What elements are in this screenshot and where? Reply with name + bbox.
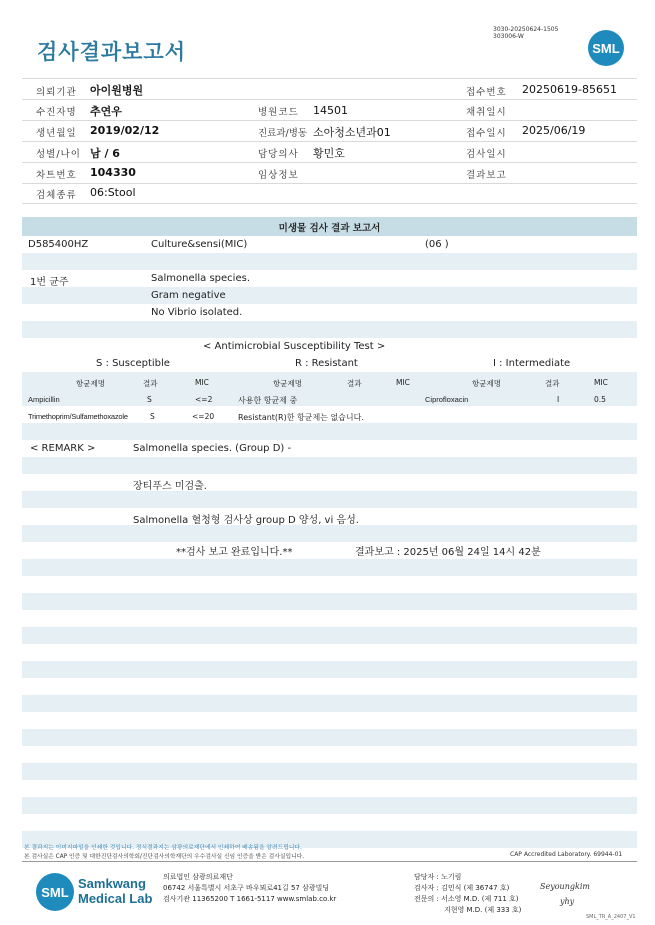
staff-row	[414, 894, 521, 905]
band	[22, 763, 637, 780]
band	[22, 457, 637, 474]
divider	[22, 183, 637, 184]
staff-role: 검사자 :	[414, 884, 439, 892]
ast-note: 사용한 항균제 중	[238, 396, 298, 405]
col-mic: MIC	[594, 378, 608, 387]
ast-drug: Ampicillin	[28, 395, 60, 404]
organism-line: No Vibrio isolated.	[151, 307, 243, 318]
cap-accreditation: CAP Accredited Laboratory. 69944-01	[510, 851, 623, 858]
footer-notice: 본 검사실은 CAP 인증 및 대한진단검사의학회/진단검사의학재단의 우수검사실 신임 인증을 받은 검사실입니다.	[24, 854, 305, 860]
value-institution: 아이원병원	[90, 84, 144, 97]
band	[22, 525, 637, 542]
brand-line: Medical Lab	[78, 891, 153, 906]
test-specimen: (06 )	[425, 239, 449, 250]
staff-role: 전문의 :	[414, 895, 439, 903]
band	[22, 797, 637, 814]
sml-logo-icon: SML	[36, 873, 74, 911]
value-sex-age: 남 / 6	[90, 147, 120, 160]
label-receipt-no: 접수번호	[466, 87, 507, 98]
value-doctor: 황민호	[313, 147, 345, 160]
remark-line: 장티푸스 미검출.	[133, 481, 207, 492]
col-mic: MIC	[396, 378, 410, 387]
form-code: SML_TR_A_2407_V1	[586, 914, 636, 920]
value-receipt-date: 2025/06/19	[522, 124, 586, 137]
label-test-date: 검사일시	[466, 149, 507, 160]
col-result: 결과	[545, 379, 560, 388]
staff-row	[414, 905, 521, 916]
staff-role: 담당자 :	[414, 873, 439, 881]
label-dept: 진료과/병동	[258, 128, 308, 139]
legend-susceptible: S : Susceptible	[96, 358, 170, 369]
band	[22, 253, 637, 270]
organism-label: 1번 균주	[30, 277, 69, 288]
barcode-number: 3030-20250624-1505	[493, 26, 559, 33]
label-sex-age: 성별/나이	[36, 149, 81, 160]
col-result: 결과	[143, 379, 158, 388]
signature: yhy	[560, 897, 575, 906]
section-title: 미생물 검사 결과 보고서	[22, 217, 637, 236]
footer-notice: 본 결과지는 이미지파일을 인쇄한 것입니다. 정식결과지는 삼광의료재단에서 인쇄하여 배송됨을 알려드립니다.	[24, 845, 302, 851]
ast-mic: <=20	[192, 412, 215, 421]
org-info	[163, 872, 336, 905]
legend-intermediate: I : Intermediate	[493, 358, 571, 369]
divider	[22, 99, 637, 100]
label-receipt-date: 접수일시	[466, 128, 507, 139]
brand-line: Samkwang	[78, 876, 146, 891]
test-name: Culture&sensi(MIC)	[151, 239, 248, 250]
label-specimen: 검체종류	[36, 190, 77, 201]
value-patient: 추연우	[90, 105, 122, 118]
ast-result: S	[150, 412, 155, 421]
label-doctor: 담당의사	[258, 149, 299, 160]
ast-drug: Trimethoprim/Sulfamethoxazole	[28, 412, 128, 421]
value-receipt-no: 20250619-85651	[522, 83, 617, 96]
barcode-sub: 303006-W	[493, 33, 524, 40]
label-report: 결과보고	[466, 170, 507, 181]
label-collection: 채취일시	[466, 107, 507, 118]
staff-row	[414, 872, 521, 883]
report-time: 결과보고 : 2025년 06월 24일 14시 42분	[355, 547, 541, 558]
org-contact: 검사기관 11365200 T 1661-5117 www.smlab.co.kr	[163, 895, 337, 903]
divider	[22, 203, 637, 204]
ast-title: < Antimicrobial Susceptibility Test >	[203, 341, 386, 352]
staff-row	[414, 883, 521, 894]
brand-name	[78, 876, 152, 906]
ast-mic: 0.5	[594, 395, 606, 404]
ast-result: I	[557, 395, 560, 404]
band	[22, 389, 637, 406]
remark-line: Salmonella species. (Group D) -	[133, 443, 292, 454]
test-code: D585400HZ	[28, 239, 89, 250]
divider	[22, 162, 637, 163]
staff-list	[414, 872, 521, 916]
col-result: 결과	[347, 379, 362, 388]
col-mic: MIC	[195, 378, 209, 387]
divider	[22, 78, 637, 79]
value-birth: 2019/02/12	[90, 124, 160, 137]
remark-label: < REMARK >	[30, 443, 96, 454]
ast-mic: <=2	[195, 395, 213, 404]
staff-name: 노기림	[441, 873, 462, 881]
band	[22, 695, 637, 712]
band	[22, 593, 637, 610]
label-institution: 의뢰기관	[36, 87, 77, 98]
col-drug: 항균제명	[472, 379, 501, 388]
divider	[22, 120, 637, 121]
divider	[22, 861, 637, 862]
ast-drug: Ciprofloxacin	[425, 395, 469, 404]
label-hospital-code: 병원코드	[258, 107, 299, 118]
band	[22, 423, 637, 440]
staff-name: 김민식 (제 36747 호)	[441, 884, 510, 892]
label-birth: 생년월일	[36, 128, 77, 139]
org-name: 의료법인 삼광의료재단	[163, 873, 233, 881]
remark-line: Salmonella 혈청형 검사상 group D 양성, vi 음성.	[133, 515, 359, 526]
org-address: 06742 서울특별시 서초구 바우뫼로41길 57 삼광빌딩	[163, 884, 330, 892]
signature: Seyoungkim	[540, 882, 590, 891]
label-patient: 수진자명	[36, 107, 77, 118]
value-hospital-code: 14501	[313, 104, 348, 117]
label-clinical: 임상정보	[258, 170, 299, 181]
sml-logo-icon: SML	[588, 30, 624, 66]
completion-text: **검사 보고 완료입니다.**	[176, 547, 293, 558]
band	[22, 729, 637, 746]
band	[22, 287, 637, 304]
organism-line: Salmonella species.	[151, 273, 250, 284]
value-specimen: 06:Stool	[90, 186, 136, 199]
value-dept: 소아청소년과01	[313, 126, 391, 139]
legend-resistant: R : Resistant	[295, 358, 358, 369]
col-drug: 항균제명	[76, 379, 105, 388]
value-chart: 104330	[90, 166, 136, 179]
organism-line: Gram negative	[151, 290, 226, 301]
band	[22, 661, 637, 678]
band	[22, 491, 637, 508]
band	[22, 559, 637, 576]
ast-note: Resistant(R)한 항균제는 없습니다.	[238, 413, 364, 422]
report-title: 검사결과보고서	[37, 40, 187, 64]
band	[22, 627, 637, 644]
label-chart: 차트번호	[36, 170, 77, 181]
barcode-text	[493, 26, 558, 40]
band	[22, 321, 637, 338]
divider	[22, 141, 637, 142]
staff-name: 서소영 M.D. (제 711 호)	[441, 895, 519, 903]
staff-name: 지현영 M.D. (제 333 호)	[444, 906, 522, 914]
ast-result: S	[147, 395, 152, 404]
col-drug: 항균제명	[273, 379, 302, 388]
